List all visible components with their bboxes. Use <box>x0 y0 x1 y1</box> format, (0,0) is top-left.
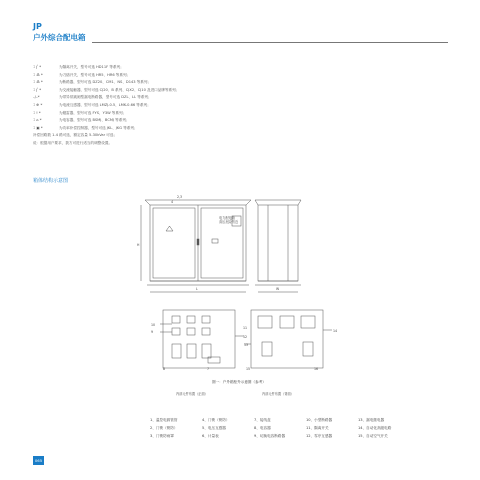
symbol-glyph: ⌶ ⁂ * <box>33 72 43 77</box>
symbol-glyph: –/–* <box>33 95 40 100</box>
symbol-glyph: ⌶ ⊕ * <box>33 102 43 107</box>
legend-item: 10、小型断路器 <box>306 418 333 422</box>
legend-item: 2、门锁（锁防） <box>150 426 178 430</box>
figure-caption: 图一：户外箱柜外示意图（参考） <box>212 380 266 384</box>
front-panel <box>163 310 235 368</box>
symbol-description: 为刀熔开关，型号可选 HR5、HR6 等系列； <box>59 72 131 77</box>
symbol-description: 为电流互感器，型号可选 LMZJ-0.5、LMK-0.66 等系列； <box>59 102 151 107</box>
inner-back <box>244 310 332 368</box>
symbol-glyph: ⌶ ⌂ * <box>33 118 42 123</box>
callout-7: 7 <box>207 367 210 371</box>
callout-9: 9 <box>151 330 154 334</box>
dim-w-label: W <box>276 287 280 291</box>
front-subcaption: 内部元件布置（正面） <box>176 392 208 396</box>
warning-text-2: 高压危险勿近 <box>219 220 239 224</box>
callout-2-3: 2,3 <box>177 195 183 199</box>
left-door <box>153 208 195 278</box>
symbol-glyph: ⌶ ⎛ * <box>33 65 42 69</box>
legend-item: 15、自动空气开关 <box>358 434 388 438</box>
callout-12: 12 <box>243 335 248 339</box>
symbol-glyph: ⌶ ⎛ * <box>33 87 42 92</box>
legend-item: 9、切换电容断路器 <box>254 434 286 438</box>
callout-11: 11 <box>243 326 248 330</box>
callout-15: 15 <box>246 367 251 371</box>
callout-4: 4 <box>171 200 174 204</box>
symbol-description: 为功率补偿控制器，型号可选 JKL、JKG 等系列； <box>59 125 138 130</box>
side-body <box>258 205 298 281</box>
legend-item: 7、接线盒 <box>254 418 271 422</box>
legend-item: 12、零序互感器 <box>306 434 333 438</box>
parts-legend <box>150 418 410 442</box>
dim-l-label: L <box>196 287 198 291</box>
symbol-glyph: ⌶ ⁂ * <box>33 80 43 85</box>
legend-item: 11、隔离开关 <box>306 426 329 430</box>
callout-13: 13 <box>244 343 249 347</box>
symbol-glyph: ⌶ ! * <box>33 110 41 115</box>
inner-front <box>160 310 244 368</box>
legend-item: 8、电容器 <box>254 426 271 430</box>
front-elevation <box>141 200 251 292</box>
warning-text-1: 电力配电箱 <box>219 216 235 220</box>
callout-10: 10 <box>151 323 156 327</box>
symbol-description: 为隔离开关，型号可选 HD11F 等系列； <box>59 65 124 69</box>
symbol-description: 说：根据用户要求，我方可进行适当的调整设置。 <box>33 140 113 145</box>
symbol-description: 为带异常跳闸型漏电断路器，型号可选 DZL、LL 等系列； <box>59 95 152 100</box>
callout-14: 14 <box>333 329 338 333</box>
symbol-description: 为避雷器，型号可选 FYS、Y3W 等系列； <box>59 110 127 115</box>
symbol-description: 为断路器，型号可选 DZ20、CM1、NS、D143 等系列； <box>59 80 152 85</box>
symbol-description: 为电容器，型号可选 BSMJ、BCMJ 等系列； <box>59 118 130 123</box>
legend-item: 3、门锁防雨罩 <box>150 434 174 438</box>
back-panel <box>251 310 323 368</box>
legend-item: 5、电压互感器 <box>202 426 226 430</box>
legend-row <box>150 426 410 434</box>
symbol-description: 为交流接触器，型号可选 CJ20、B 系列、CJX2、CJ10 及进口品牌等系列； <box>59 87 180 92</box>
symbol-glyph: ⌶ ▣ * <box>33 125 43 130</box>
callout-16: 16 <box>314 367 319 371</box>
product-code: JP <box>33 22 42 31</box>
page-number: 065 <box>34 458 43 463</box>
page-title: 户外综合配电箱 <box>33 33 86 42</box>
legend-item: 1、温控电源管管 <box>150 418 178 422</box>
legend-item: 13、漏电继电器 <box>358 418 385 422</box>
legend-row <box>150 418 410 426</box>
legend-item: 4、门锁（锁防） <box>202 418 230 422</box>
legend-item: 14、自动化高级电路 <box>358 426 392 430</box>
dim-h-label: H <box>137 243 140 247</box>
side-elevation <box>255 200 301 292</box>
back-subcaption: 内部元件布置（背面） <box>262 392 294 396</box>
legend-row <box>150 434 410 442</box>
section-title: 箱体结构示意图 <box>33 178 69 184</box>
callout-8: 8 <box>163 367 166 371</box>
hazard-icon <box>166 226 173 231</box>
symbol-description: 补偿回路数 1-4 路可选，额定容量 5-30kVar 可选； <box>33 133 118 138</box>
legend-item: 6、计量表 <box>202 434 219 438</box>
